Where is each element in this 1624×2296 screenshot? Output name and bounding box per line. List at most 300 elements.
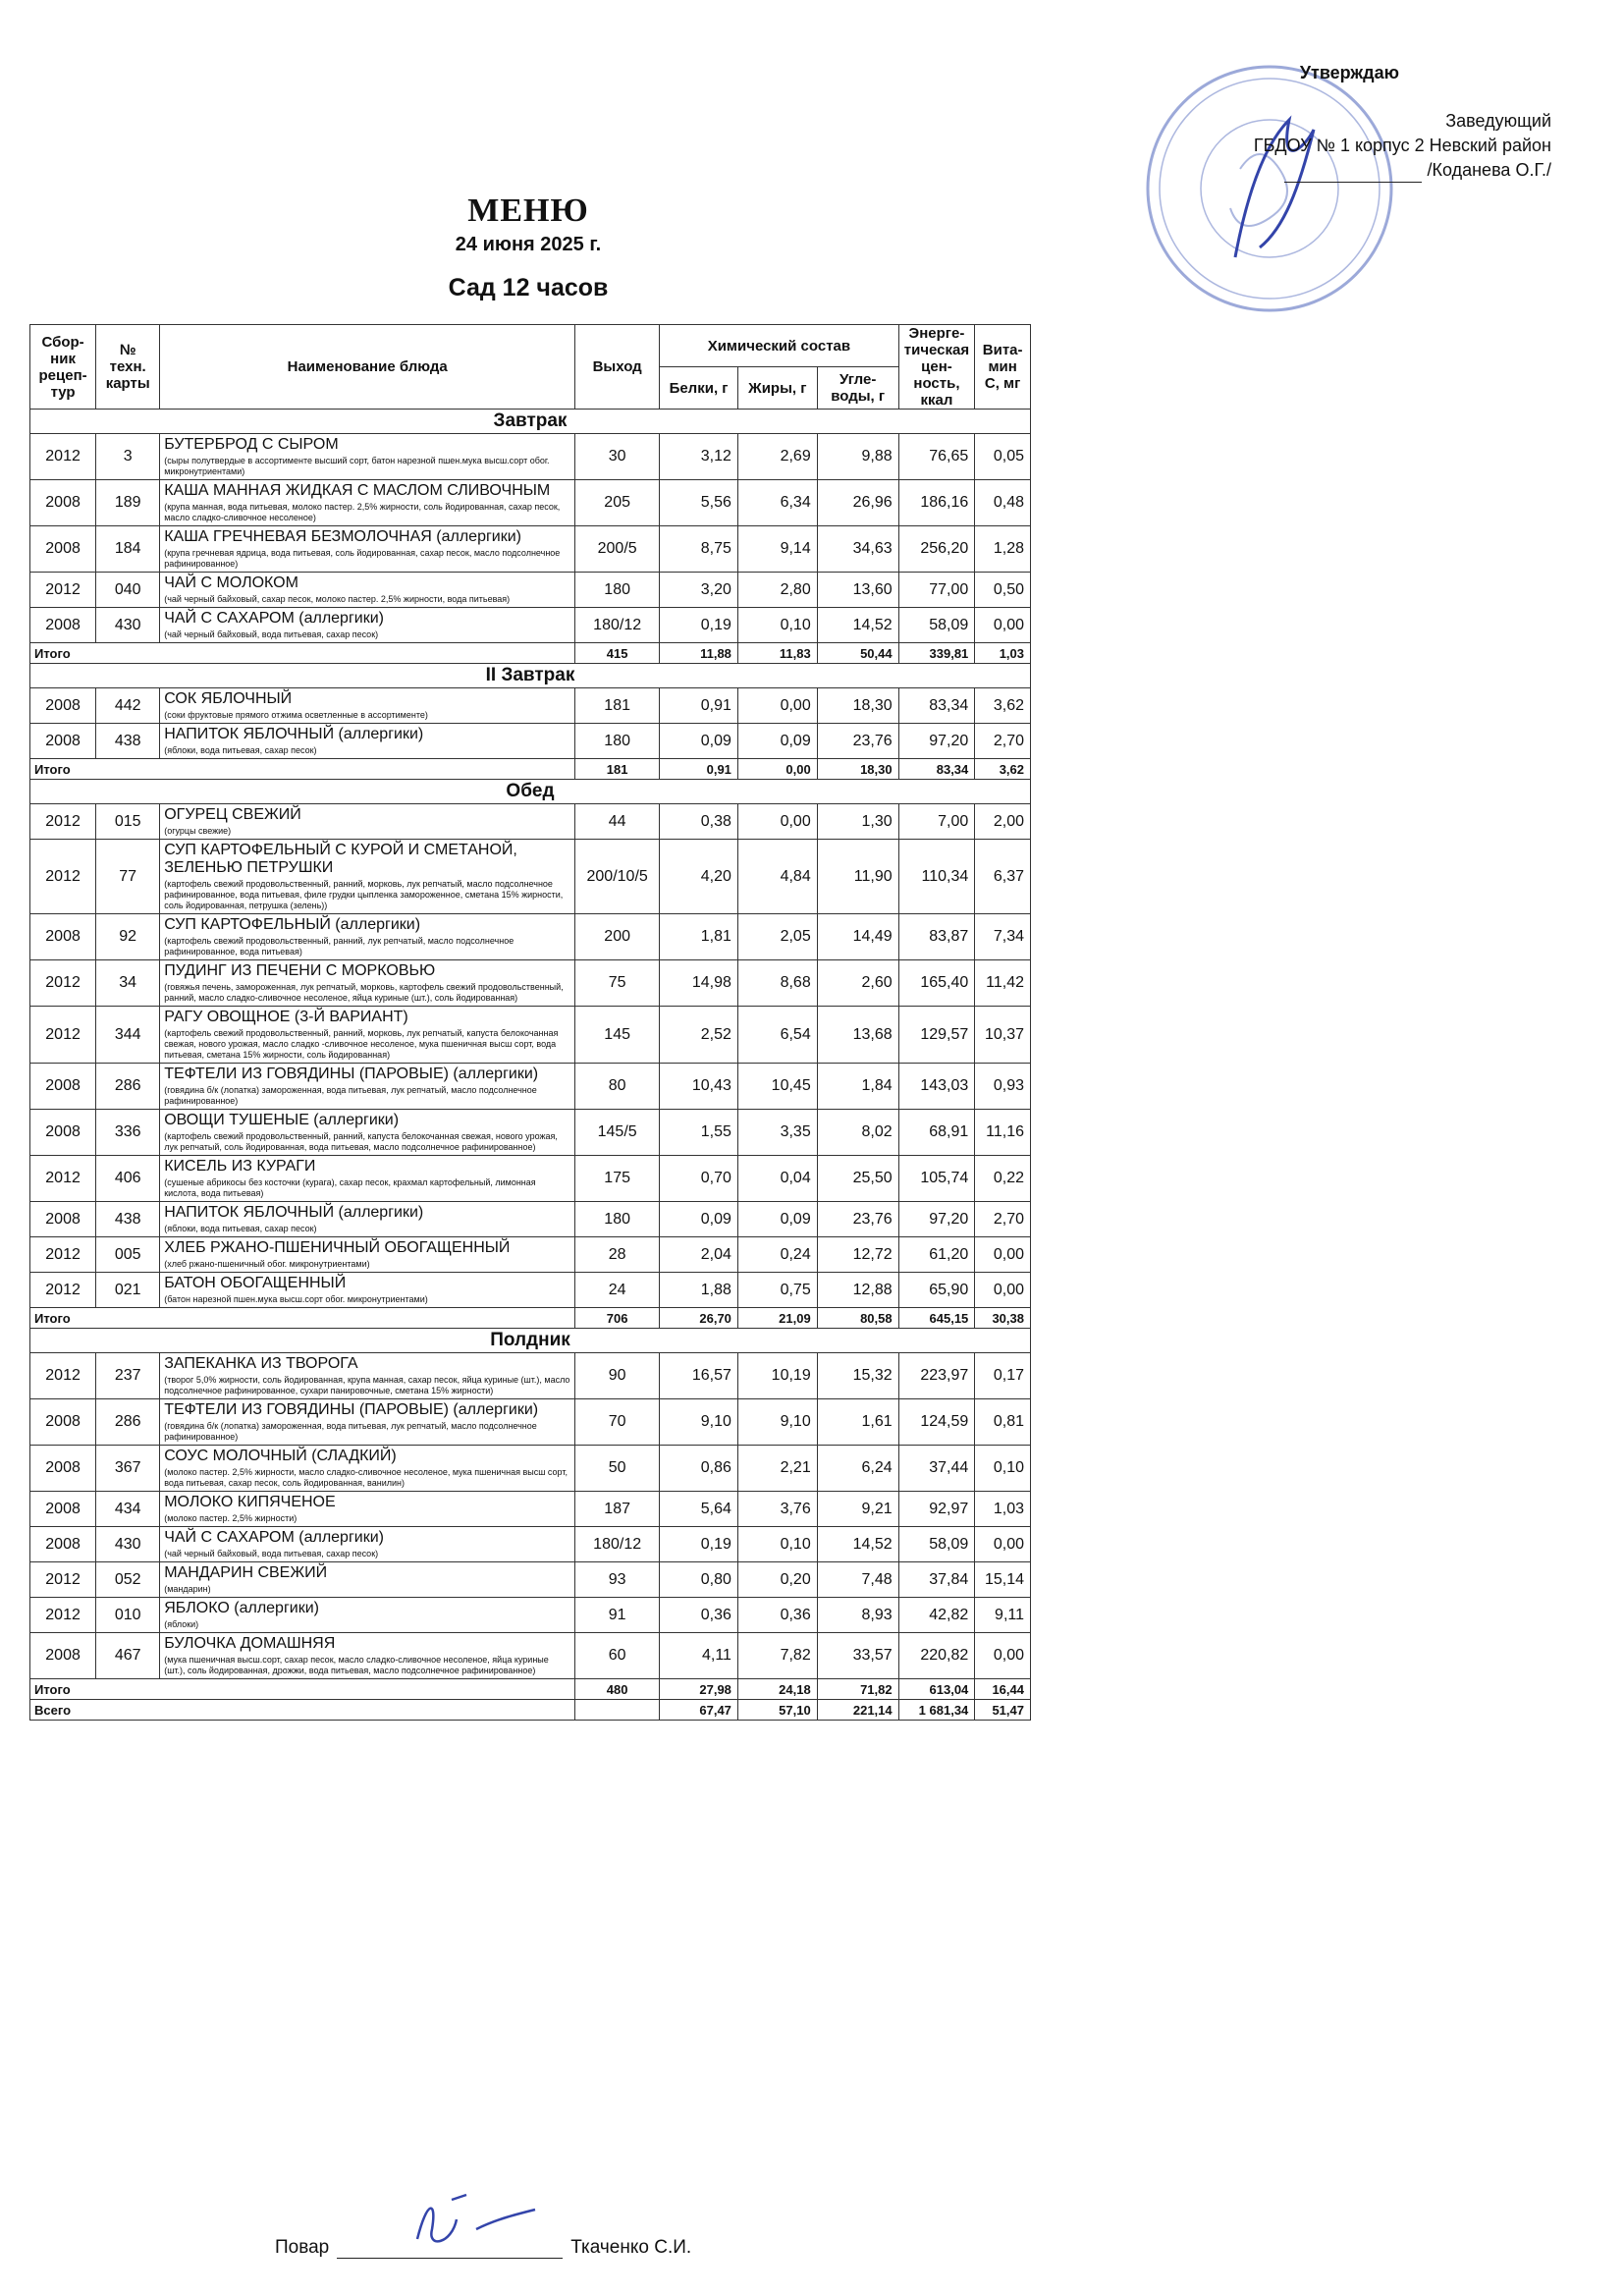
row-carbs: 1,61	[817, 1399, 898, 1446]
dish-composition: (чай черный байховый, вода питьевая, сахар песок)	[164, 629, 379, 639]
row-yield: 50	[575, 1446, 660, 1492]
dish-composition: (картофель свежий продовольственный, ранний, морковь, лук репчатый, капуста белокочанная свежая, нового урожая, масло сладко -сливочное несоленое, мука пшеничная высш сорт, вода питьевая, сметана 15% жирности, соль йодированная)	[164, 1028, 559, 1060]
row-yield: 180/12	[575, 608, 660, 643]
section-header	[30, 410, 1031, 434]
footer	[275, 2237, 691, 2259]
total-f: 0,00	[737, 759, 817, 780]
dish-name: ОВОЩИ ТУШЕНЫЕ (аллергики)	[164, 1112, 400, 1128]
row-energy: 37,84	[898, 1562, 975, 1598]
row-carbs: 9,88	[817, 434, 898, 480]
row-fat: 0,20	[737, 1562, 817, 1598]
table-row	[30, 1237, 1031, 1273]
row-card: 021	[96, 1273, 160, 1308]
dish-name: МОЛОКО КИПЯЧЕНОЕ	[164, 1494, 336, 1510]
row-dish	[160, 1273, 575, 1308]
dish-composition: (картофель свежий продовольственный, ранний, лук репчатый, масло подсолнечное рафинированное, вода питьевая)	[164, 936, 514, 957]
row-energy: 97,20	[898, 724, 975, 759]
row-vitc: 6,37	[975, 840, 1031, 914]
row-yield: 175	[575, 1156, 660, 1202]
row-yield: 180	[575, 1202, 660, 1237]
page-title: МЕНЮ	[467, 192, 589, 229]
row-dish	[160, 804, 575, 840]
table-row	[30, 526, 1031, 573]
row-protein: 0,09	[660, 724, 738, 759]
row-year: 2008	[30, 1446, 96, 1492]
dish-composition: (молоко пастер. 2,5% жирности)	[164, 1513, 298, 1523]
grand-total-c: 221,14	[817, 1700, 898, 1721]
row-carbs: 2,60	[817, 960, 898, 1007]
row-card: 286	[96, 1399, 160, 1446]
row-card: 92	[96, 914, 160, 960]
col-carbs: Угле-воды, г	[817, 367, 898, 410]
table-row	[30, 1598, 1031, 1633]
col-vitc: Вита-мин С, мг	[975, 325, 1031, 410]
dish-composition: (мандарин)	[164, 1584, 211, 1594]
row-fat: 7,82	[737, 1633, 817, 1679]
section-title: Полдник	[30, 1329, 1031, 1353]
row-vitc: 0,05	[975, 434, 1031, 480]
row-vitc: 0,00	[975, 608, 1031, 643]
row-card: 336	[96, 1110, 160, 1156]
row-vitc: 1,03	[975, 1492, 1031, 1527]
total-e: 645,15	[898, 1308, 975, 1329]
row-year: 2012	[30, 573, 96, 608]
row-year: 2012	[30, 804, 96, 840]
row-year: 2008	[30, 914, 96, 960]
dish-name: ЗАПЕКАНКА ИЗ ТВОРОГА	[164, 1355, 358, 1372]
row-yield: 44	[575, 804, 660, 840]
grand-total-out	[575, 1700, 660, 1721]
row-dish	[160, 573, 575, 608]
section-header	[30, 780, 1031, 804]
row-card: 010	[96, 1598, 160, 1633]
row-energy: 105,74	[898, 1156, 975, 1202]
row-dish	[160, 1633, 575, 1679]
dish-name: ПУДИНГ ИЗ ПЕЧЕНИ С МОРКОВЬЮ	[164, 962, 436, 979]
row-dish	[160, 914, 575, 960]
row-year: 2008	[30, 1527, 96, 1562]
row-card: 434	[96, 1492, 160, 1527]
dish-composition: (чай черный байховый, вода питьевая, сахар песок)	[164, 1549, 379, 1558]
row-card: 015	[96, 804, 160, 840]
table-row	[30, 608, 1031, 643]
menu-header	[0, 192, 1056, 302]
row-fat: 6,54	[737, 1007, 817, 1064]
grand-total-row	[30, 1700, 1031, 1721]
row-vitc: 2,70	[975, 1202, 1031, 1237]
row-yield: 181	[575, 688, 660, 724]
row-yield: 28	[575, 1237, 660, 1273]
dish-composition: (картофель свежий продовольственный, ранний, морковь, лук репчатый, масло подсолнечное рафинированное, вода питьевая, филе грудки цыпленка замороженное, сметана 15% жирности, соль йодированная, петрушка (зелень))	[164, 879, 564, 910]
total-label: Итого	[30, 1308, 575, 1329]
row-carbs: 13,60	[817, 573, 898, 608]
dish-name: СУП КАРТОФЕЛЬНЫЙ (аллергики)	[164, 916, 421, 933]
table-row	[30, 1353, 1031, 1399]
row-fat: 0,10	[737, 1527, 817, 1562]
row-card: 184	[96, 526, 160, 573]
row-fat: 10,19	[737, 1353, 817, 1399]
row-energy: 65,90	[898, 1273, 975, 1308]
row-energy: 110,34	[898, 840, 975, 914]
row-vitc: 0,48	[975, 480, 1031, 526]
row-carbs: 34,63	[817, 526, 898, 573]
row-yield: 75	[575, 960, 660, 1007]
row-dish	[160, 960, 575, 1007]
row-carbs: 14,49	[817, 914, 898, 960]
row-yield: 90	[575, 1353, 660, 1399]
row-carbs: 13,68	[817, 1007, 898, 1064]
row-year: 2008	[30, 1399, 96, 1446]
row-protein: 0,38	[660, 804, 738, 840]
row-dish	[160, 1237, 575, 1273]
row-fat: 2,21	[737, 1446, 817, 1492]
col-yield: Выход	[575, 325, 660, 410]
dish-name: ТЕФТЕЛИ ИЗ ГОВЯДИНЫ (ПАРОВЫЕ) (аллергики)	[164, 1066, 539, 1082]
row-yield: 187	[575, 1492, 660, 1527]
approval-position: Заведующий	[1445, 111, 1551, 131]
row-fat: 3,76	[737, 1492, 817, 1527]
approval-signer: /Коданева О.Г./	[1427, 160, 1551, 180]
dish-name: ЧАЙ С САХАРОМ (аллергики)	[164, 1529, 384, 1546]
approval-title: Утверждаю	[1299, 63, 1399, 82]
dish-composition: (хлеб ржано-пшеничный обог. микронутриентами)	[164, 1259, 370, 1269]
row-fat: 0,36	[737, 1598, 817, 1633]
row-dish	[160, 608, 575, 643]
row-fat: 2,05	[737, 914, 817, 960]
dish-composition: (крупа гречневая ядрица, вода питьевая, соль йодированная, сахар песок, масло подсолнечное рафинированное)	[164, 548, 561, 569]
table-row	[30, 1633, 1031, 1679]
dish-name: ЯБЛОКО (аллергики)	[164, 1600, 319, 1616]
row-yield: 180/12	[575, 1527, 660, 1562]
row-year: 2008	[30, 1492, 96, 1527]
row-energy: 68,91	[898, 1110, 975, 1156]
table-row	[30, 804, 1031, 840]
row-fat: 0,04	[737, 1156, 817, 1202]
total-out: 181	[575, 759, 660, 780]
cook-name: Ткаченко С.И.	[570, 2237, 692, 2258]
row-yield: 180	[575, 573, 660, 608]
row-protein: 8,75	[660, 526, 738, 573]
dish-name: БАТОН ОБОГАЩЕННЫЙ	[164, 1275, 347, 1291]
total-p: 27,98	[660, 1679, 738, 1700]
row-dish	[160, 1202, 575, 1237]
row-card: 442	[96, 688, 160, 724]
total-e: 83,34	[898, 759, 975, 780]
row-energy: 129,57	[898, 1007, 975, 1064]
table-row	[30, 724, 1031, 759]
row-energy: 7,00	[898, 804, 975, 840]
row-yield: 70	[575, 1399, 660, 1446]
cook-role: Повар	[275, 2237, 330, 2258]
row-yield: 60	[575, 1633, 660, 1679]
grand-total-f: 57,10	[737, 1700, 817, 1721]
total-f: 11,83	[737, 643, 817, 664]
row-vitc: 2,00	[975, 804, 1031, 840]
dish-composition: (чай черный байховый, сахар песок, молоко пастер. 2,5% жирности, вода питьевая)	[164, 594, 511, 604]
dish-name: НАПИТОК ЯБЛОЧНЫЙ (аллергики)	[164, 726, 424, 742]
row-fat: 2,80	[737, 573, 817, 608]
total-c: 50,44	[817, 643, 898, 664]
dish-composition: (молоко пастер. 2,5% жирности, масло сладко-сливочное несоленое, мука пшеничная высш сорт, вода питьевая, сахар песок, соль йодированная, ванилин)	[164, 1467, 568, 1488]
row-fat: 0,00	[737, 804, 817, 840]
row-year: 2012	[30, 1156, 96, 1202]
row-energy: 83,87	[898, 914, 975, 960]
menu-date: 24 июня 2025 г.	[455, 234, 602, 255]
row-dish	[160, 724, 575, 759]
dish-composition: (яблоки, вода питьевая, сахар песок)	[164, 1224, 317, 1233]
row-carbs: 26,96	[817, 480, 898, 526]
menu-body	[30, 410, 1031, 1721]
row-protein: 0,91	[660, 688, 738, 724]
dish-name: ОГУРЕЦ СВЕЖИЙ	[164, 806, 301, 823]
table-row	[30, 1156, 1031, 1202]
dish-name: БУЛОЧКА ДОМАШНЯЯ	[164, 1635, 336, 1652]
table-row	[30, 1110, 1031, 1156]
row-protein: 4,20	[660, 840, 738, 914]
dish-name: СОУС МОЛОЧНЫЙ (СЛАДКИЙ)	[164, 1448, 397, 1464]
total-label: Итого	[30, 1679, 575, 1700]
row-vitc: 10,37	[975, 1007, 1031, 1064]
row-energy: 223,97	[898, 1353, 975, 1399]
row-card: 77	[96, 840, 160, 914]
row-yield: 91	[575, 1598, 660, 1633]
row-card: 430	[96, 608, 160, 643]
table-row	[30, 1007, 1031, 1064]
row-carbs: 6,24	[817, 1446, 898, 1492]
row-energy: 61,20	[898, 1237, 975, 1273]
row-protein: 0,86	[660, 1446, 738, 1492]
total-c: 71,82	[817, 1679, 898, 1700]
total-p: 11,88	[660, 643, 738, 664]
row-protein: 16,57	[660, 1353, 738, 1399]
dish-name: МАНДАРИН СВЕЖИЙ	[164, 1564, 328, 1581]
row-protein: 5,64	[660, 1492, 738, 1527]
grand-total-v: 51,47	[975, 1700, 1031, 1721]
total-e: 339,81	[898, 643, 975, 664]
row-fat: 0,10	[737, 608, 817, 643]
row-carbs: 23,76	[817, 1202, 898, 1237]
row-carbs: 1,84	[817, 1064, 898, 1110]
row-fat: 0,00	[737, 688, 817, 724]
row-carbs: 8,02	[817, 1110, 898, 1156]
approval-block	[1218, 61, 1551, 183]
dish-composition: (батон нарезной пшен.мука высш.сорт обог. микронутриентами)	[164, 1294, 428, 1304]
row-year: 2008	[30, 526, 96, 573]
row-protein: 0,19	[660, 1527, 738, 1562]
table-row	[30, 1399, 1031, 1446]
row-dish	[160, 1064, 575, 1110]
row-yield: 93	[575, 1562, 660, 1598]
table-row	[30, 480, 1031, 526]
grand-total-e: 1 681,34	[898, 1700, 975, 1721]
row-vitc: 0,00	[975, 1633, 1031, 1679]
total-e: 613,04	[898, 1679, 975, 1700]
row-protein: 0,70	[660, 1156, 738, 1202]
dish-composition: (соки фруктовые прямого отжима осветленные в ассортименте)	[164, 710, 428, 720]
row-energy: 97,20	[898, 1202, 975, 1237]
row-card: 286	[96, 1064, 160, 1110]
row-protein: 2,52	[660, 1007, 738, 1064]
row-dish	[160, 1446, 575, 1492]
menu-table	[29, 324, 1031, 1721]
row-year: 2008	[30, 1202, 96, 1237]
row-energy: 76,65	[898, 434, 975, 480]
col-chem: Химический состав	[660, 325, 898, 367]
row-vitc: 0,10	[975, 1446, 1031, 1492]
row-year: 2008	[30, 1633, 96, 1679]
grand-total-p: 67,47	[660, 1700, 738, 1721]
row-card: 040	[96, 573, 160, 608]
signature-line	[1284, 182, 1422, 183]
total-out: 706	[575, 1308, 660, 1329]
row-card: 367	[96, 1446, 160, 1492]
row-year: 2008	[30, 724, 96, 759]
row-yield: 200/10/5	[575, 840, 660, 914]
row-energy: 92,97	[898, 1492, 975, 1527]
dish-name: ЧАЙ С САХАРОМ (аллергики)	[164, 610, 384, 627]
dish-composition: (говяжья печень, замороженная, лук репчатый, морковь, картофель свежий продовольственный, ранний, масло сладко-сливочное несоленое, яйца куриные (шт.), соль йодированная)	[164, 982, 564, 1003]
row-energy: 256,20	[898, 526, 975, 573]
row-fat: 0,09	[737, 724, 817, 759]
row-carbs: 8,93	[817, 1598, 898, 1633]
row-year: 2008	[30, 480, 96, 526]
dish-composition: (сушеные абрикосы без косточки (курага), сахар песок, крахмал картофельный, лимонная кислота, вода питьевая)	[164, 1177, 536, 1198]
row-carbs: 14,52	[817, 608, 898, 643]
row-carbs: 12,72	[817, 1237, 898, 1273]
table-row	[30, 1064, 1031, 1110]
table-row	[30, 1527, 1031, 1562]
dish-name: ЧАЙ С МОЛОКОМ	[164, 574, 298, 591]
row-protein: 4,11	[660, 1633, 738, 1679]
row-protein: 5,56	[660, 480, 738, 526]
row-yield: 200	[575, 914, 660, 960]
row-year: 2008	[30, 1064, 96, 1110]
row-protein: 0,80	[660, 1562, 738, 1598]
total-out: 480	[575, 1679, 660, 1700]
dish-composition: (мука пшеничная высш.сорт, сахар песок, масло сладко-сливочное несоленое, яйца куриные (шт.), соль йодированная, дрожжи, вода питьевая, масло подсолнечное рафинированное)	[164, 1655, 549, 1675]
row-carbs: 18,30	[817, 688, 898, 724]
row-yield: 145/5	[575, 1110, 660, 1156]
dish-name: РАГУ ОВОЩНОЕ (3-Й ВАРИАНТ)	[164, 1009, 408, 1025]
section-title: II Завтрак	[30, 664, 1031, 688]
row-card: 005	[96, 1237, 160, 1273]
row-protein: 3,20	[660, 573, 738, 608]
total-p: 26,70	[660, 1308, 738, 1329]
cook-signature-line	[337, 2258, 563, 2259]
row-fat: 4,84	[737, 840, 817, 914]
row-yield: 145	[575, 1007, 660, 1064]
row-protein: 0,36	[660, 1598, 738, 1633]
col-fat: Жиры, г	[737, 367, 817, 410]
dish-composition: (говядина б/к (лопатка) замороженная, вода питьевая, лук репчатый, масло подсолнечное рафинированное)	[164, 1085, 537, 1106]
total-v: 16,44	[975, 1679, 1031, 1700]
table-row	[30, 840, 1031, 914]
row-carbs: 12,88	[817, 1273, 898, 1308]
row-dish	[160, 1492, 575, 1527]
row-vitc: 2,70	[975, 724, 1031, 759]
dish-composition: (сыры полутвердые в ассортименте высший сорт, батон нарезной пшен.мука высш.сорт обог. микронутриентами)	[164, 456, 550, 476]
row-vitc: 1,28	[975, 526, 1031, 573]
row-yield: 30	[575, 434, 660, 480]
dish-composition: (творог 5,0% жирности, соль йодированная, крупа манная, сахар песок, яйца куриные (шт.), масло подсолнечное рафинированное, сухари панировочные, сметана 15% жирности)	[164, 1375, 570, 1395]
row-energy: 58,09	[898, 608, 975, 643]
row-year: 2012	[30, 1598, 96, 1633]
row-vitc: 0,22	[975, 1156, 1031, 1202]
row-fat: 10,45	[737, 1064, 817, 1110]
row-dish	[160, 1007, 575, 1064]
row-carbs: 9,21	[817, 1492, 898, 1527]
row-year: 2012	[30, 840, 96, 914]
total-row	[30, 1308, 1031, 1329]
row-vitc: 11,16	[975, 1110, 1031, 1156]
row-card: 467	[96, 1633, 160, 1679]
row-yield: 80	[575, 1064, 660, 1110]
row-year: 2008	[30, 1110, 96, 1156]
row-vitc: 0,81	[975, 1399, 1031, 1446]
row-card: 052	[96, 1562, 160, 1598]
row-dish	[160, 688, 575, 724]
total-out: 415	[575, 643, 660, 664]
row-yield: 180	[575, 724, 660, 759]
dish-composition: (картофель свежий продовольственный, ранний, капуста белокочанная свежая, нового урожая, лук репчатый, соль йодированная, вода питьевая, масло подсолнечное рафинированное)	[164, 1131, 558, 1152]
row-year: 2012	[30, 1237, 96, 1273]
row-fat: 6,34	[737, 480, 817, 526]
total-row	[30, 1679, 1031, 1700]
row-carbs: 23,76	[817, 724, 898, 759]
total-f: 24,18	[737, 1679, 817, 1700]
row-protein: 10,43	[660, 1064, 738, 1110]
row-dish	[160, 480, 575, 526]
table-row	[30, 1562, 1031, 1598]
row-energy: 186,16	[898, 480, 975, 526]
row-dish	[160, 434, 575, 480]
menu-subtitle: Сад 12 часов	[448, 274, 609, 301]
row-dish	[160, 1562, 575, 1598]
section-header	[30, 664, 1031, 688]
total-label: Итого	[30, 643, 575, 664]
row-vitc: 0,00	[975, 1273, 1031, 1308]
row-energy: 37,44	[898, 1446, 975, 1492]
row-yield: 200/5	[575, 526, 660, 573]
row-dish	[160, 1399, 575, 1446]
section-header	[30, 1329, 1031, 1353]
table-row	[30, 1446, 1031, 1492]
row-vitc: 0,17	[975, 1353, 1031, 1399]
row-dish	[160, 1156, 575, 1202]
row-energy: 124,59	[898, 1399, 975, 1446]
row-fat: 9,10	[737, 1399, 817, 1446]
row-fat: 0,24	[737, 1237, 817, 1273]
row-dish	[160, 1527, 575, 1562]
total-p: 0,91	[660, 759, 738, 780]
row-dish	[160, 1353, 575, 1399]
approval-org: ГБДОУ № 1 корпус 2 Невский район	[1253, 136, 1551, 155]
dish-name: КИСЕЛЬ ИЗ КУРАГИ	[164, 1158, 316, 1175]
dish-composition: (яблоки)	[164, 1619, 199, 1629]
table-row	[30, 1273, 1031, 1308]
dish-composition: (говядина б/к (лопатка) замороженная, вода питьевая, лук репчатый, масло подсолнечное рафинированное)	[164, 1421, 537, 1442]
row-vitc: 11,42	[975, 960, 1031, 1007]
dish-name: СОК ЯБЛОЧНЫЙ	[164, 690, 293, 707]
dish-name: ХЛЕБ РЖАНО-ПШЕНИЧНЫЙ ОБОГАЩЕННЫЙ	[164, 1239, 511, 1256]
row-vitc: 3,62	[975, 688, 1031, 724]
row-carbs: 7,48	[817, 1562, 898, 1598]
grand-total-label: Всего	[30, 1700, 575, 1721]
dish-name: СУП КАРТОФЕЛЬНЫЙ С КУРОЙ И СМЕТАНОЙ, ЗЕЛЕНЬЮ ПЕТРУШКИ	[164, 842, 517, 876]
dish-name: КАША ГРЕЧНЕВАЯ БЕЗМОЛОЧНАЯ (аллергики)	[164, 528, 521, 545]
dish-name: ТЕФТЕЛИ ИЗ ГОВЯДИНЫ (ПАРОВЫЕ) (аллергики)	[164, 1401, 539, 1418]
total-row	[30, 759, 1031, 780]
